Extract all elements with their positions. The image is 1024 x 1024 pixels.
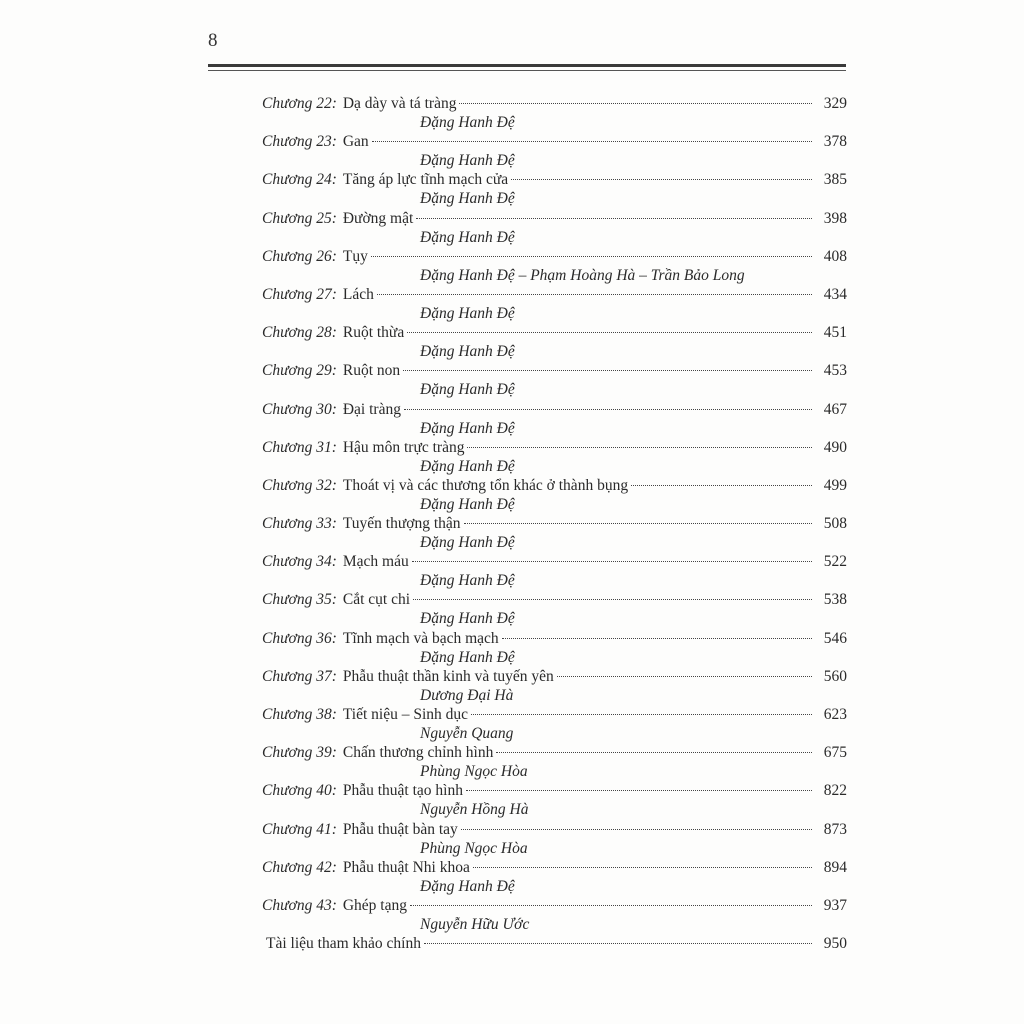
- header-rule-thick: [208, 64, 846, 67]
- chapter-title: Tiết niệu – Sinh dục: [342, 706, 469, 723]
- toc-line: [262, 209, 847, 229]
- toc-entry: [262, 858, 847, 896]
- dot-leader: [403, 369, 812, 371]
- dot-leader: [471, 713, 812, 715]
- chapter-title: Gan: [342, 133, 369, 151]
- chapter-label: Chương 33:: [262, 515, 337, 533]
- toc-line: [262, 400, 847, 420]
- dot-leader: [424, 942, 812, 944]
- chapter-page-number: 453: [823, 362, 847, 380]
- chapter-label: Chương 30:: [262, 400, 337, 418]
- toc-line: [262, 94, 847, 114]
- toc-line: [262, 285, 847, 305]
- chapter-title: Phẫu thuật Nhi khoa: [342, 858, 470, 876]
- toc-entry: [262, 514, 847, 552]
- toc-line: [262, 743, 847, 763]
- chapter-title: Đại tràng: [342, 400, 401, 418]
- toc-line: [262, 781, 847, 801]
- toc-entry: [262, 94, 847, 132]
- chapter-page-number: 894: [823, 858, 847, 876]
- chapter-label: Chương 27:: [262, 285, 337, 303]
- toc-line: [262, 552, 847, 572]
- chapter-page-number: 623: [823, 706, 847, 723]
- chapter-page-number: 385: [823, 171, 847, 189]
- chapter-page-number: 937: [823, 896, 847, 914]
- chapter-title: Ghép tạng: [342, 896, 407, 914]
- chapter-label: Chương 41:: [262, 820, 337, 838]
- chapter-author: Đặng Hanh Đệ: [420, 419, 515, 437]
- chapter-label: Chương 32:: [262, 476, 337, 494]
- toc-line: [262, 705, 847, 725]
- toc-entry: [262, 285, 847, 323]
- chapter-page-number: 408: [823, 247, 847, 265]
- chapter-author: Nguyễn Hữu Ước: [420, 915, 530, 933]
- dot-leader: [404, 408, 812, 410]
- chapter-author: Đặng Hanh Đệ: [420, 152, 515, 170]
- chapter-page-number: 546: [823, 629, 847, 647]
- toc-line: [262, 896, 847, 916]
- chapter-label: Chương 24:: [262, 171, 337, 189]
- chapter-author: Đặng Hanh Đệ: [420, 648, 515, 666]
- table-of-contents: [262, 94, 847, 972]
- toc-line: [262, 629, 847, 649]
- chapter-author: Đặng Hanh Đệ: [420, 114, 515, 131]
- dot-leader: [377, 293, 812, 295]
- dot-leader: [473, 866, 812, 868]
- toc-line: [262, 667, 847, 687]
- toc-line: [262, 132, 847, 152]
- dot-leader: [466, 789, 812, 791]
- chapter-page-number: 490: [823, 438, 847, 456]
- chapter-page-number: 434: [823, 285, 847, 303]
- header-rule-thin: [208, 70, 846, 71]
- dot-leader: [461, 828, 812, 830]
- dot-leader: [464, 522, 812, 524]
- chapter-label: Chương 22:: [262, 95, 337, 112]
- dot-leader: [412, 560, 812, 562]
- chapter-author: Đặng Hanh Đệ – Phạm Hoàng Hà – Trần Bảo Long: [420, 266, 745, 284]
- chapter-label: Chương 35:: [262, 591, 337, 609]
- toc-line: [262, 476, 847, 496]
- chapter-author: Đặng Hanh Đệ: [420, 190, 515, 208]
- toc-entry: [262, 323, 847, 361]
- dot-leader: [410, 904, 812, 906]
- chapter-page-number: 522: [823, 553, 847, 571]
- dot-leader: [413, 598, 812, 600]
- chapter-page-number: 508: [823, 515, 847, 533]
- toc-entry: [262, 247, 847, 285]
- chapter-label: Chương 25:: [262, 209, 337, 227]
- chapter-page-number: 398: [823, 209, 847, 227]
- toc-entry: [262, 667, 847, 705]
- dot-leader: [416, 217, 812, 219]
- chapter-title: Phẫu thuật tạo hình: [342, 782, 463, 800]
- toc-line: [262, 438, 847, 458]
- page-number: 8: [208, 30, 218, 51]
- chapter-author: Đặng Hanh Đệ: [420, 457, 515, 475]
- toc-line: [262, 820, 847, 840]
- chapter-author: Dương Đại Hà: [420, 686, 514, 704]
- chapter-author: Đặng Hanh Đệ: [420, 610, 515, 628]
- chapter-label: Chương 36:: [262, 629, 337, 647]
- chapter-title: Dạ dày và tá tràng: [342, 95, 457, 112]
- dot-leader: [459, 102, 812, 104]
- dot-leader: [511, 178, 812, 180]
- toc-entry: [262, 552, 847, 590]
- toc-line: [262, 590, 847, 610]
- dot-leader: [496, 751, 812, 753]
- chapter-page-number: 822: [823, 782, 847, 800]
- toc-entry: [262, 590, 847, 628]
- toc-entry: [262, 705, 847, 743]
- chapter-page-number: 560: [823, 667, 847, 685]
- chapter-title: Thoát vị và các thương tổn khác ở thành bụng: [342, 476, 629, 494]
- chapter-page-number: 873: [823, 820, 847, 838]
- chapter-title: Cắt cụt chi: [342, 591, 411, 609]
- toc-entry: [262, 629, 847, 667]
- toc-line: [262, 170, 847, 190]
- references-title: Tài liệu tham khảo chính: [266, 935, 421, 953]
- chapter-label: Chương 42:: [262, 858, 337, 876]
- chapter-author: Đặng Hanh Đệ: [420, 534, 515, 552]
- chapter-title: Phẫu thuật thần kinh và tuyến yên: [342, 667, 554, 685]
- chapter-title: Chấn thương chỉnh hình: [342, 744, 494, 762]
- toc-entry: [262, 170, 847, 208]
- chapter-label: Chương 29:: [262, 362, 337, 380]
- toc-entry: [262, 400, 847, 438]
- toc-line: [262, 323, 847, 343]
- toc-entry: [262, 361, 847, 399]
- toc-line: [262, 934, 847, 954]
- toc-entry: [262, 781, 847, 819]
- toc-entry-references: [262, 934, 847, 972]
- chapter-title: Tuyến thượng thận: [342, 515, 461, 533]
- dot-leader: [631, 484, 812, 486]
- chapter-page-number: 675: [823, 744, 847, 762]
- chapter-author: Nguyễn Hồng Hà: [420, 801, 529, 819]
- chapter-title: Ruột non: [342, 362, 401, 380]
- dot-leader: [467, 446, 812, 448]
- chapter-title: Phẫu thuật bàn tay: [342, 820, 458, 838]
- chapter-label: Chương 39:: [262, 744, 337, 762]
- toc-entry: [262, 896, 847, 934]
- chapter-label: Chương 31:: [262, 438, 337, 456]
- toc-line: [262, 361, 847, 381]
- toc-line: [262, 514, 847, 534]
- chapter-author: Đặng Hanh Đệ: [420, 343, 515, 361]
- chapter-title: Ruột thừa: [342, 324, 405, 342]
- chapter-author: Phùng Ngọc Hòa: [420, 839, 528, 857]
- chapter-label: Chương 37:: [262, 667, 337, 685]
- dot-leader: [371, 255, 812, 257]
- chapter-label: Chương 34:: [262, 553, 337, 571]
- chapter-title: Hậu môn trực tràng: [342, 438, 465, 456]
- chapter-page-number: 499: [823, 476, 847, 494]
- chapter-page-number: 467: [823, 400, 847, 418]
- dot-leader: [407, 331, 812, 333]
- chapter-label: Chương 23:: [262, 133, 337, 151]
- chapter-page-number: 378: [823, 133, 847, 151]
- toc-entry: [262, 743, 847, 781]
- chapter-title: Mạch máu: [342, 553, 409, 571]
- chapter-title: Tĩnh mạch và bạch mạch: [342, 629, 499, 647]
- chapter-author: Đặng Hanh Đệ: [420, 572, 515, 590]
- toc-entry: [262, 209, 847, 247]
- chapter-label: Chương 38:: [262, 706, 337, 723]
- chapter-title: Tăng áp lực tĩnh mạch cửa: [342, 171, 509, 189]
- chapter-label: Chương 26:: [262, 247, 337, 265]
- toc-entry: [262, 476, 847, 514]
- toc-line: [262, 858, 847, 878]
- chapter-title: Tụy: [342, 247, 368, 265]
- chapter-author: Phùng Ngọc Hòa: [420, 763, 528, 781]
- chapter-page-number: 329: [823, 95, 847, 112]
- chapter-label: Chương 28:: [262, 324, 337, 342]
- chapter-label: Chương 40:: [262, 782, 337, 800]
- chapter-author: Đặng Hanh Đệ: [420, 381, 515, 399]
- toc-entry: [262, 438, 847, 476]
- chapter-label: Chương 43:: [262, 896, 337, 914]
- dot-leader: [502, 637, 812, 639]
- chapter-title: Đường mật: [342, 209, 414, 227]
- references-page-number: 950: [823, 935, 847, 953]
- chapter-author: Đặng Hanh Đệ: [420, 495, 515, 513]
- chapter-author: Nguyễn Quang: [420, 725, 514, 742]
- chapter-page-number: 451: [823, 324, 847, 342]
- chapter-author: Đặng Hanh Đệ: [420, 877, 515, 895]
- toc-line: [262, 247, 847, 267]
- chapter-author: Đặng Hanh Đệ: [420, 304, 515, 322]
- toc-entry: [262, 132, 847, 170]
- dot-leader: [557, 675, 812, 677]
- chapter-title: Lách: [342, 285, 374, 303]
- toc-entry: [262, 820, 847, 858]
- chapter-page-number: 538: [823, 591, 847, 609]
- chapter-author: Đặng Hanh Đệ: [420, 228, 515, 246]
- dot-leader: [372, 140, 812, 142]
